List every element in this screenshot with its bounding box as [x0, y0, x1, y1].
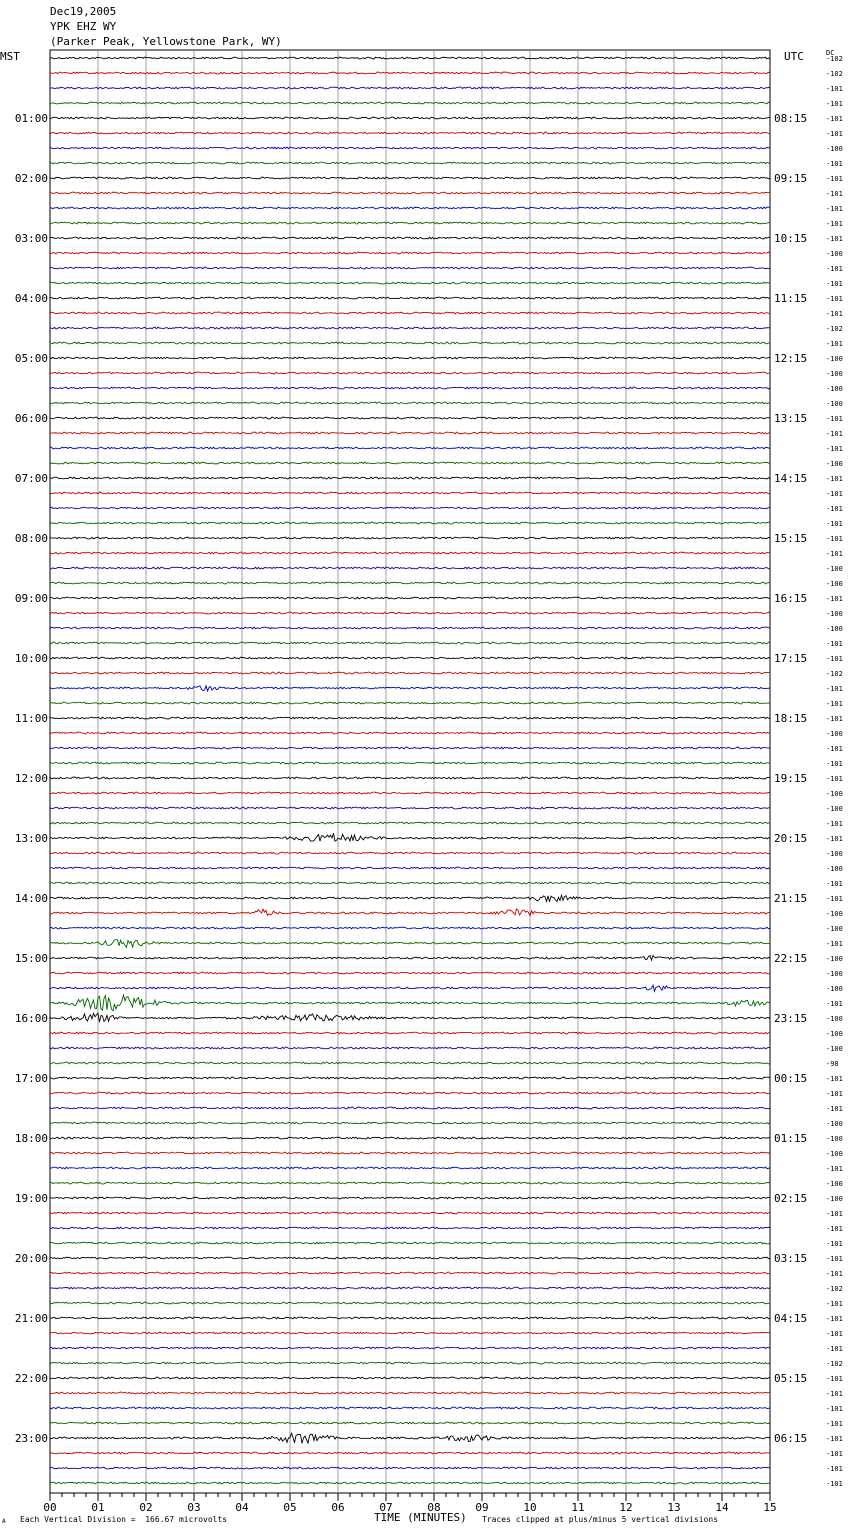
seismic-trace [50, 102, 770, 104]
mst-hour-label: 06:00 [14, 412, 48, 425]
dc-offset-label: -100 [826, 625, 843, 633]
dc-offset-label: -101 [826, 280, 843, 288]
dc-offset-label: -102 [826, 70, 843, 78]
dc-offset-label: -100 [826, 1135, 843, 1143]
seismic-trace [50, 387, 770, 389]
dc-offset-label: -102 [826, 670, 843, 678]
seismic-trace [50, 955, 770, 960]
seismic-trace [50, 909, 770, 916]
dc-offset-label: -101 [826, 1300, 843, 1308]
x-tick-label: 12 [619, 1501, 633, 1514]
utc-axis-title: UTC [784, 50, 804, 63]
label-group [15, 55, 843, 1514]
seismic-trace [50, 1013, 770, 1022]
mst-axis-title: MST [0, 50, 20, 63]
x-tick-label: 08 [427, 1501, 441, 1514]
utc-hour-label: 23:15 [774, 1012, 808, 1025]
dc-offset-label: -100 [826, 865, 843, 873]
dc-offset-label: -101 [826, 340, 843, 348]
utc-hour-label: 18:15 [774, 712, 808, 725]
dc-offset-label: -100 [826, 955, 843, 963]
seismic-trace [50, 672, 770, 674]
dc-offset-label: -101 [826, 1450, 843, 1458]
dc-offset-label: -101 [826, 1390, 843, 1398]
seismic-trace [50, 1137, 770, 1139]
utc-hour-label: 01:15 [774, 1132, 808, 1145]
seismic-trace [50, 1062, 770, 1064]
seismic-trace [50, 833, 770, 841]
x-tick-label: 07 [379, 1501, 393, 1514]
x-axis-title: TIME (MINUTES) [374, 1511, 467, 1524]
seismic-trace [50, 807, 770, 809]
seismic-trace [50, 1452, 770, 1454]
seismic-trace [50, 582, 770, 584]
dc-offset-label: -101 [826, 1210, 843, 1218]
dc-offset-label: -101 [826, 1165, 843, 1173]
seismic-trace [50, 192, 770, 194]
seismic-trace [50, 1257, 770, 1259]
seismic-trace [50, 417, 770, 419]
seismic-trace [50, 567, 770, 569]
mst-hour-label: 02:00 [14, 172, 48, 185]
dc-offset-label: -100 [826, 910, 843, 918]
dc-offset-label: -101 [826, 1240, 843, 1248]
seismic-trace [50, 732, 770, 734]
seismic-trace [50, 612, 770, 614]
seismic-trace [50, 1242, 770, 1244]
mst-hour-label: 20:00 [14, 1252, 48, 1265]
seismic-trace [50, 1377, 770, 1379]
utc-hour-label: 17:15 [774, 652, 808, 665]
dc-offset-label: -101 [826, 115, 843, 123]
x-tick-label: 05 [283, 1501, 297, 1514]
scale-note: Each Vertical Division = 166.67 microvolts [20, 1515, 228, 1524]
dc-offset-label: -98 [826, 1060, 839, 1068]
seismic-trace [50, 702, 770, 704]
dc-offset-label: -101 [826, 685, 843, 693]
x-tick-label: 00 [43, 1501, 57, 1514]
utc-hour-label: 19:15 [774, 772, 808, 785]
mst-hour-label: 21:00 [14, 1312, 48, 1325]
dc-offset-label: -100 [826, 805, 843, 813]
seismic-trace [50, 686, 770, 691]
seismic-trace [50, 147, 770, 149]
dc-offset-label: -101 [826, 100, 843, 108]
dc-offset-label: -101 [826, 490, 843, 498]
seismic-trace [50, 1032, 770, 1034]
seismic-trace [50, 372, 770, 374]
dc-offset-label: -100 [826, 145, 843, 153]
dc-offset-label: -101 [826, 535, 843, 543]
dc-offset-label: -101 [826, 85, 843, 93]
mst-hour-label: 11:00 [14, 712, 48, 725]
dc-offset-label: -101 [826, 940, 843, 948]
x-tick-label: 09 [475, 1501, 489, 1514]
dc-offset-label: -100 [826, 460, 843, 468]
seismic-trace [50, 1433, 770, 1443]
dc-offset-label: -101 [826, 655, 843, 663]
seismic-trace [50, 1077, 770, 1079]
utc-hour-label: 21:15 [774, 892, 808, 905]
utc-hour-label: 08:15 [774, 112, 808, 125]
seismic-trace [50, 777, 770, 779]
mst-hour-label: 04:00 [14, 292, 48, 305]
seismic-trace [50, 552, 770, 554]
x-tick-label: 04 [235, 1501, 249, 1514]
seismic-trace [50, 1227, 770, 1229]
seismic-trace [50, 882, 770, 884]
dc-offset-label: -101 [826, 1090, 843, 1098]
seismic-trace [50, 1272, 770, 1274]
dc-offset-label: -100 [826, 1150, 843, 1158]
dc-offset-label: -101 [826, 130, 843, 138]
dc-offset-label: -101 [826, 430, 843, 438]
station-location: (Parker Peak, Yellowstone Park, WY) [50, 35, 282, 48]
seismic-trace [50, 927, 770, 929]
mst-hour-label: 19:00 [14, 1192, 48, 1205]
dc-label: DC [826, 49, 835, 57]
mst-hour-label: 08:00 [14, 532, 48, 545]
seismic-trace [50, 1197, 770, 1199]
plot-frame [50, 50, 770, 1493]
dc-offset-label: -101 [826, 1270, 843, 1278]
dc-offset-label: -100 [826, 250, 843, 258]
utc-hour-label: 09:15 [774, 172, 808, 185]
utc-hour-label: 14:15 [774, 472, 808, 485]
seismic-trace [50, 357, 770, 359]
seismic-trace [50, 1332, 770, 1334]
dc-offset-label: -100 [826, 1045, 843, 1053]
seismic-trace [50, 940, 770, 948]
seismic-trace [50, 507, 770, 509]
dc-offset-label: -101 [826, 700, 843, 708]
dc-offset-label: -101 [826, 190, 843, 198]
dc-offset-label: -101 [826, 310, 843, 318]
seismic-trace [50, 1467, 770, 1469]
seismic-trace [50, 972, 770, 974]
mst-hour-label: 03:00 [14, 232, 48, 245]
seismic-trace [50, 207, 770, 209]
utc-hour-label: 13:15 [774, 412, 808, 425]
seismic-trace [50, 252, 770, 254]
seismic-trace [50, 867, 770, 869]
dc-offset-label: -101 [826, 505, 843, 513]
dc-offset-label: -100 [826, 565, 843, 573]
dc-offset-label: -100 [826, 850, 843, 858]
mst-hour-label: 23:00 [14, 1432, 48, 1445]
dc-offset-label: -100 [826, 370, 843, 378]
clip-note: Traces clipped at plus/minus 5 vertical divisions [482, 1515, 719, 1524]
seismic-trace [50, 177, 770, 179]
seismic-trace [50, 792, 770, 794]
seismic-trace [50, 747, 770, 749]
dc-offset-label: -101 [826, 760, 843, 768]
dc-offset-label: -101 [826, 745, 843, 753]
seismic-trace [50, 327, 770, 329]
seismic-trace [50, 297, 770, 299]
seismic-trace [50, 717, 770, 719]
mst-hour-label: 22:00 [14, 1372, 48, 1385]
dc-offset-label: -100 [826, 1120, 843, 1128]
dc-offset-label: -101 [826, 445, 843, 453]
dc-offset-label: -101 [826, 640, 843, 648]
seismic-trace [50, 1182, 770, 1184]
trace-group [50, 57, 770, 1484]
dc-offset-label: -101 [826, 235, 843, 243]
seismic-trace [50, 57, 770, 59]
mst-hour-label: 13:00 [14, 832, 48, 845]
mst-hour-label: 17:00 [14, 1072, 48, 1085]
dc-offset-label: -102 [826, 1360, 843, 1368]
seismic-trace [50, 1482, 770, 1484]
seismic-trace [50, 282, 770, 284]
seismic-trace [50, 1392, 770, 1394]
seismic-trace [50, 312, 770, 314]
seismic-trace [50, 627, 770, 629]
seismic-trace [50, 492, 770, 494]
utc-hour-label: 15:15 [774, 532, 808, 545]
dc-offset-label: -101 [826, 1405, 843, 1413]
dc-offset-label: -102 [826, 55, 843, 63]
mst-hour-label: 05:00 [14, 352, 48, 365]
seismic-trace [50, 1092, 770, 1094]
dc-offset-label: -100 [826, 385, 843, 393]
dc-offset-label: -101 [826, 1480, 843, 1488]
seismic-trace [50, 995, 770, 1011]
x-tick-label: 10 [523, 1501, 537, 1514]
dc-offset-label: -100 [826, 925, 843, 933]
seismic-trace [50, 132, 770, 134]
seismic-trace [50, 1287, 770, 1289]
utc-hour-label: 11:15 [774, 292, 808, 305]
dc-offset-label: -100 [826, 1030, 843, 1038]
dc-offset-label: -101 [826, 1255, 843, 1263]
x-tick-label: 14 [715, 1501, 729, 1514]
dc-offset-label: -101 [826, 265, 843, 273]
dc-offset-label: -100 [826, 355, 843, 363]
dc-offset-label: -102 [826, 1285, 843, 1293]
dc-offset-label: -101 [826, 1330, 843, 1338]
utc-hour-label: 16:15 [774, 592, 808, 605]
utc-hour-label: 04:15 [774, 1312, 808, 1325]
dc-offset-label: -101 [826, 1075, 843, 1083]
seismic-trace [50, 1122, 770, 1124]
dc-offset-label: -101 [826, 1465, 843, 1473]
dc-offset-label: -100 [826, 610, 843, 618]
mst-hour-label: 15:00 [14, 952, 48, 965]
dc-offset-label: -101 [826, 820, 843, 828]
dc-offset-label: -100 [826, 1195, 843, 1203]
dc-offset-label: -101 [826, 295, 843, 303]
x-tick-label: 11 [571, 1501, 585, 1514]
seismic-trace [50, 1107, 770, 1109]
seismic-trace [50, 657, 770, 659]
mst-hour-label: 01:00 [14, 112, 48, 125]
seismic-trace [50, 822, 770, 824]
dc-offset-label: -101 [826, 1420, 843, 1428]
seismic-trace [50, 1152, 770, 1154]
seismic-trace [50, 1302, 770, 1304]
dc-offset-label: -101 [826, 895, 843, 903]
seismic-trace [50, 237, 770, 239]
seismic-trace [50, 1422, 770, 1424]
dc-offset-label: -100 [826, 580, 843, 588]
seismic-trace [50, 162, 770, 164]
dc-offset-label: -100 [826, 970, 843, 978]
plot-date: Dec19,2005 [50, 5, 117, 18]
mst-hour-label: 14:00 [14, 892, 48, 905]
seismic-trace [50, 642, 770, 644]
dc-offset-label: -100 [826, 730, 843, 738]
seismic-trace [50, 462, 770, 464]
x-tick-label: 01 [91, 1501, 105, 1514]
dc-offset-label: -101 [826, 220, 843, 228]
seismic-trace [50, 477, 770, 479]
mst-hour-label: 09:00 [14, 592, 48, 605]
dc-offset-label: -101 [826, 880, 843, 888]
seismic-trace [50, 895, 770, 902]
utc-hour-label: 05:15 [774, 1372, 808, 1385]
seismic-trace [50, 1347, 770, 1349]
utc-hour-label: 00:15 [774, 1072, 808, 1085]
x-tick-label: 15 [763, 1501, 777, 1514]
utc-hour-label: 03:15 [774, 1252, 808, 1265]
dc-offset-label: -101 [826, 835, 843, 843]
seismic-trace [50, 1212, 770, 1214]
mst-hour-label: 10:00 [14, 652, 48, 665]
dc-offset-label: -101 [826, 1315, 843, 1323]
seismic-trace [50, 852, 770, 854]
x-tick-label: 06 [331, 1501, 345, 1514]
seismic-trace [50, 432, 770, 434]
dc-offset-label: -100 [826, 790, 843, 798]
utc-hour-label: 10:15 [774, 232, 808, 245]
seismic-trace [50, 72, 770, 74]
x-tick-label: 03 [187, 1501, 201, 1514]
seismic-trace [50, 1167, 770, 1169]
dc-offset-label: -101 [826, 595, 843, 603]
dc-offset-label: -101 [826, 715, 843, 723]
dc-offset-label: -100 [826, 1015, 843, 1023]
dc-offset-label: -101 [826, 1345, 843, 1353]
dc-offset-label: -101 [826, 550, 843, 558]
seismic-trace [50, 985, 770, 991]
dc-offset-label: -101 [826, 205, 843, 213]
utc-hour-label: 12:15 [774, 352, 808, 365]
seismic-trace [50, 87, 770, 89]
seismic-trace [50, 597, 770, 599]
dc-offset-label: -102 [826, 325, 843, 333]
dc-offset-label: -101 [826, 475, 843, 483]
dc-offset-label: -101 [826, 1435, 843, 1443]
utc-hour-label: 06:15 [774, 1432, 808, 1445]
mst-hour-label: 16:00 [14, 1012, 48, 1025]
seismic-trace [50, 1047, 770, 1049]
mst-hour-label: 12:00 [14, 772, 48, 785]
seismic-trace [50, 402, 770, 404]
dc-offset-label: -101 [826, 775, 843, 783]
dc-offset-label: -101 [826, 160, 843, 168]
seismic-trace [50, 117, 770, 119]
seismic-trace [50, 267, 770, 269]
dc-offset-label: -101 [826, 175, 843, 183]
dc-offset-label: -101 [826, 1105, 843, 1113]
dc-offset-label: -101 [826, 1375, 843, 1383]
dc-offset-label: -100 [826, 400, 843, 408]
seismic-trace [50, 762, 770, 764]
mst-hour-label: 18:00 [14, 1132, 48, 1145]
station-code: YPK EHZ WY [50, 20, 117, 33]
dc-offset-label: -100 [826, 1180, 843, 1188]
dc-offset-label: -100 [826, 985, 843, 993]
x-tick-label: 02 [139, 1501, 153, 1514]
seismic-trace [50, 342, 770, 344]
x-tick-label: 13 [667, 1501, 681, 1514]
seismic-trace [50, 537, 770, 539]
seismic-trace [50, 1362, 770, 1364]
dc-offset-label: -101 [826, 520, 843, 528]
mst-hour-label: 07:00 [14, 472, 48, 485]
seismic-trace [50, 447, 770, 449]
utc-hour-label: 02:15 [774, 1192, 808, 1205]
utc-hour-label: 22:15 [774, 952, 808, 965]
utc-hour-label: 20:15 [774, 832, 808, 845]
dc-offset-label: -101 [826, 415, 843, 423]
dc-offset-label: -101 [826, 1000, 843, 1008]
seismic-trace [50, 522, 770, 524]
dc-offset-label: -101 [826, 1225, 843, 1233]
seismic-trace [50, 222, 770, 224]
seismic-trace [50, 1317, 770, 1319]
seismic-trace [50, 1407, 770, 1409]
corner-mark: A [2, 1518, 6, 1525]
